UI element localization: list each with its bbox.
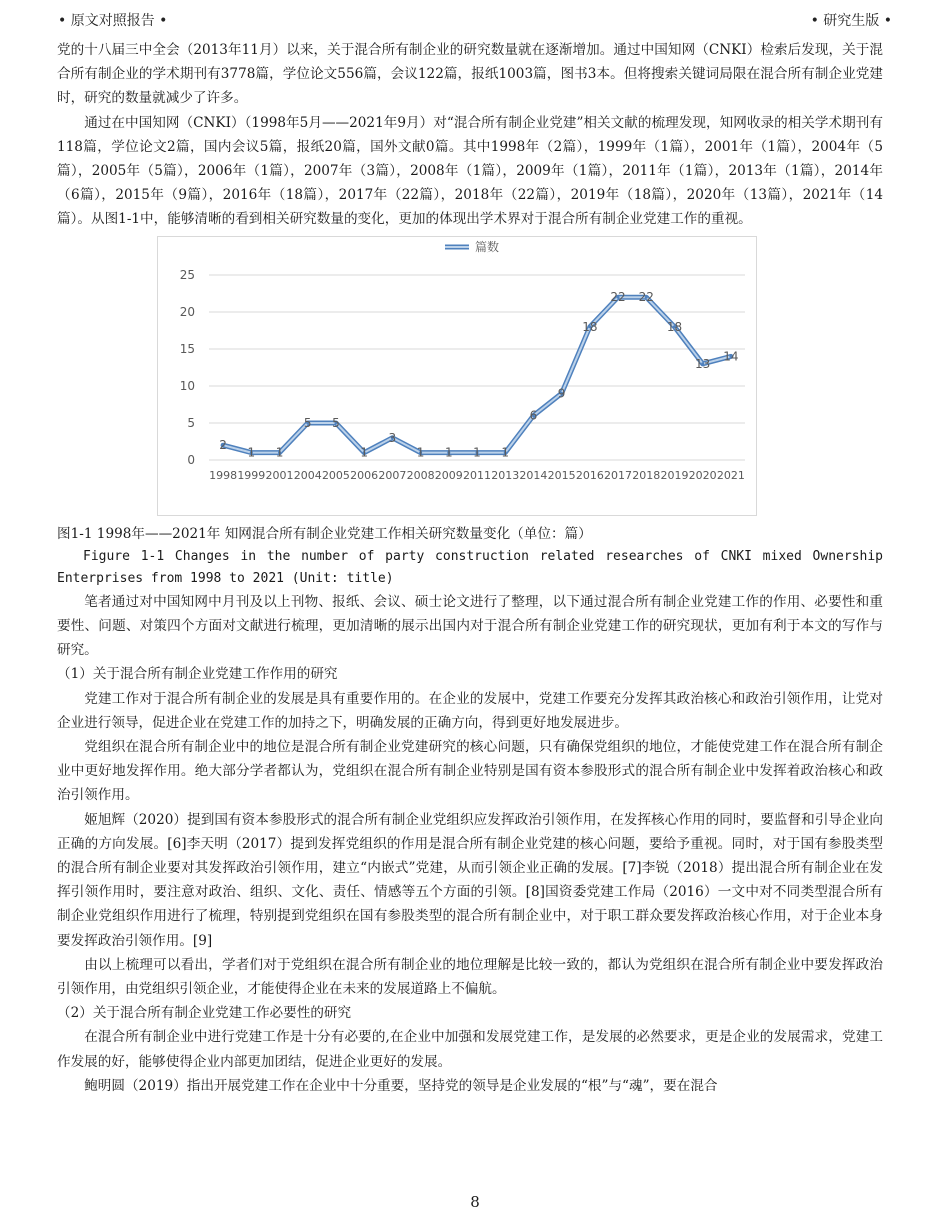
x-tick-label: 2004 xyxy=(293,468,322,482)
data-label: 1 xyxy=(360,445,368,460)
y-tick-label: 20 xyxy=(179,304,195,319)
header-right: • 研究生版 • xyxy=(810,13,892,29)
x-tick-label: 2021 xyxy=(716,468,745,482)
paragraph: 在混合所有制企业中进行党建工作是十分有必要的,在企业中加强和发展党建工作，是发展的必然要求，更是企业的发展需求，党建工作发展的好，能够使得企业内部更加团结，促进企业更好的发展。 xyxy=(57,1029,883,1070)
x-tick-label: 2020 xyxy=(688,468,717,482)
x-tick-label: 2008 xyxy=(406,468,435,482)
y-tick-label: 5 xyxy=(187,415,195,430)
x-tick-label: 2014 xyxy=(519,468,548,482)
y-tick-label: 15 xyxy=(179,341,195,356)
x-tick-label: 2007 xyxy=(378,468,407,482)
paragraph: 党的十八届三中全会（2013年11月）以来，关于混合所有制企业的研究数量就在逐渐增加。通过中国知网（CNKI）检索后发现，关于混合所有制企业的学术期刊有3778篇，学位论文556篇，会议122篇，报纸1003篇，图书3本。但将搜索关键词局限在混合所有制企业党建时，研究的数量就减少了许多。 xyxy=(57,42,883,107)
legend-label: 篇数 xyxy=(475,239,500,254)
data-label: 18 xyxy=(666,319,683,334)
x-tick-label: 2009 xyxy=(434,468,463,482)
data-label: 14 xyxy=(723,349,739,364)
data-label: 6 xyxy=(529,408,538,423)
data-label: 5 xyxy=(332,415,340,430)
x-tick-label: 2019 xyxy=(660,468,689,482)
paragraph: 由以上梳理可以看出，学者们对于党组织在混合所有制企业的地位理解是比较一致的，都认为党组织在混合所有制企业中要发挥政治引领作用，由党组织引领企业，才能使得企业在未来的发展道路上不偏航。 xyxy=(57,956,883,998)
x-tick-label: 2017 xyxy=(604,468,633,482)
y-tick-label: 10 xyxy=(179,378,195,393)
data-label: 1 xyxy=(416,445,425,460)
paragraph: 鲍明圆（2019）指出开展党建工作在企业中十分重要，坚持党的领导是企业发展的“根”与“魂”，要在混合 xyxy=(84,1077,718,1094)
paragraphs-after xyxy=(57,590,883,1098)
x-tick-label: 2013 xyxy=(491,468,520,482)
data-label: 3 xyxy=(388,430,397,445)
data-label: 9 xyxy=(557,386,566,401)
data-label: 18 xyxy=(582,319,598,334)
page-number: 8 xyxy=(470,1193,480,1211)
y-tick-label: 25 xyxy=(179,267,195,282)
x-tick-label: 2015 xyxy=(547,468,576,482)
data-label: 2 xyxy=(219,437,227,452)
x-tick-label: 2016 xyxy=(575,468,604,482)
x-tick-label: 2001 xyxy=(265,468,294,482)
y-tick-label: 0 xyxy=(187,452,195,467)
x-tick-label: 1998 xyxy=(209,468,238,482)
x-tick-label: 2006 xyxy=(350,468,379,482)
figure-1-1 xyxy=(57,236,883,522)
line-chart xyxy=(157,236,757,516)
figure-caption-cn: 图1-1 1998年——2021年 知网混合所有制企业党建工作相关研究数量变化（单位：篇） xyxy=(57,525,592,542)
data-label: 1 xyxy=(247,445,256,460)
paragraph: 通过在中国知网（CNKI）（1998年5月——2021年9月）对“混合所有制企业党建”相关文献的梳理发现，知网收录的相关学术期刊有118篇，学位论文2篇，国内会议5篇，报纸20篇，国外文献0篇。其中1998年（2篇），1999年（1篇），2001年（1篇），2004年（5篇），2005年（5篇），2006年（1篇），2007年（3篇），2008年（1篇），2009年（1篇），2011年（1篇），2013年（1篇），2014年（6篇），2015年（9篇），2016年（18篇），2017年（22篇），2018年（22篇），2019年（18篇），2020年（13篇），2021年（14篇）。从图1-1中，能够清晰的看到相关研究数量的变化，更加的体现出学术界对于混合所有制企业党建工作的重视。 xyxy=(57,114,883,228)
paragraph: 党组织在混合所有制企业中的地位是混合所有制企业党建研究的核心问题，只有确保党组织的地位，才能使党建工作在混合所有制企业中更好地发挥作用。绝大部分学者都认为，党组织在混合所有制企业特别是国有资本参股形式的混合所有制企业中发挥着政治核心和政治引领作用。 xyxy=(57,739,883,804)
section-heading: （2）关于混合所有制企业党建工作必要性的研究 xyxy=(57,1005,352,1022)
data-label: 1 xyxy=(501,445,510,460)
data-label: 1 xyxy=(275,445,284,460)
data-label: 1 xyxy=(473,445,481,460)
header-left: • 原文对照报告 • xyxy=(58,13,168,29)
figure-caption-en: Figure 1-1 Changes in the number of party construction related researches of CNKI mixed Ownership Enterprises from 1998 to 2021 (Unit: title) xyxy=(57,548,883,586)
x-tick-label: 1999 xyxy=(237,468,266,482)
paragraph: 笔者通过对中国知网中月刊及以上刊物、报纸、会议、硕士论文进行了整理，以下通过混合所有制企业党建工作的作用、必要性和重要性、问题、对策四个方面对文献进行梳理，更加清晰的展示出国内对于混合所有制企业党建工作的研究现状，更加有利于本文的写作与研究。 xyxy=(57,593,883,659)
x-tick-label: 2005 xyxy=(321,468,350,482)
x-tick-label: 2011 xyxy=(463,468,491,482)
paragraph: 姬旭辉（2020）提到国有资本参股形式的混合所有制企业党组织应发挥政治引领作用，在发挥核心作用的同时，要监督和引导企业向正确的方向发展。[6]李天明（2017）提到发挥党组织的作用是混合所有制企业党建的核心问题，要给予重视。同时，对于国有参股类型的混合所有制企业要对其发挥政治引领作用，建立“内嵌式”党建，从而引领企业正确的发展。[7]李锐（2018）提出混合所有制企业在发挥引领作用时，要注意对政治、组织、文化、责任、情感等五个方面的引领。[8]国资委党建工作局（2016）一文中对不同类型混合所有制企业党组织作用进行了梳理，特别提到党组织在国有参股类型的混合所有制企业中，对于职工群众要发挥政治核心作用，对于企业本身要发挥政治引领作用。[9] xyxy=(57,811,883,949)
data-label: 22 xyxy=(610,289,626,304)
x-tick-label: 2018 xyxy=(632,468,661,482)
data-label: 22 xyxy=(638,289,654,304)
document-body xyxy=(57,38,883,1098)
data-label: 5 xyxy=(303,415,312,430)
data-label: 1 xyxy=(444,445,453,460)
data-label: 13 xyxy=(695,356,711,371)
section-heading: （1）关于混合所有制企业党建工作作用的研究 xyxy=(57,666,338,683)
paragraph: 党建工作对于混合所有制企业的发展是具有重要作用的。在企业的发展中，党建工作要充分发挥其政治核心和政治引领作用，让党对企业进行领导，促进企业在党建工作的加持之下，明确发展的正确方向，得到更好地发展进步。 xyxy=(57,690,883,731)
